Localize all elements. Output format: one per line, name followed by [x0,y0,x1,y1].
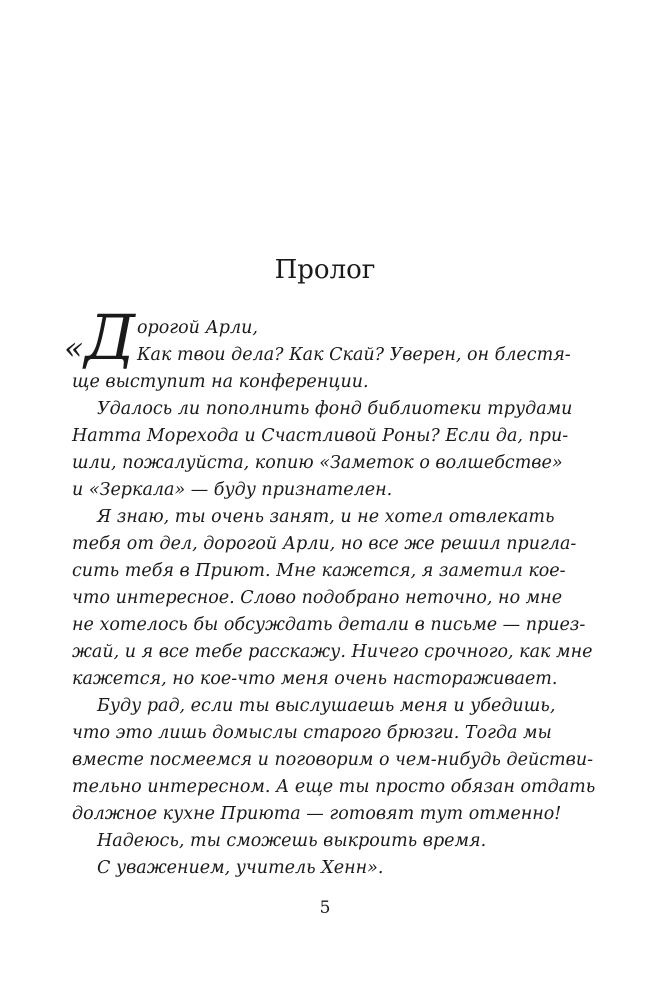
text-line: что интересное. Слово подобрано неточно, но мне [72,588,563,608]
drop-cap [64,302,135,374]
text-line: Я знаю, ты очень занят, и не хотел отвлекать [97,507,555,527]
text-line: кажется, но кое-что меня очень настораживает. [72,669,558,689]
text-line: С уважением, учитель Хенн». [97,858,384,878]
text-line: что это лишь домыслы старого брюзги. Тогда мы [72,723,552,743]
text-line: жай, и я все тебе расскажу. Ничего срочного, как мне [72,642,593,662]
text-line: сить тебя в Приют. Мне кажется, я заметил кое- [72,561,566,581]
text-line: тебя от дел, дорогой Арли, но все же решил пригла- [72,534,577,554]
text-line: Натта Морехода и Счастливой Роны? Если да, при- [72,426,569,446]
text-line: Буду рад, если ты выслушаешь меня и убедишь, [97,696,556,716]
text-line: должное кухне Приюта — готовят тут отменно! [72,804,562,824]
text-line: Надеюсь, ты сможешь выкроить время. [97,831,487,851]
text-line: шли, пожалуйста, копию «Заметок о волшебстве» [72,453,563,473]
text-line: тельно интересном. А еще ты просто обязан отдать [72,777,596,797]
text-line: не хотелось бы обсуждать детали в письме — приез- [72,615,586,635]
text-line: Удалось ли пополнить фонд библиотеки трудами [97,399,573,419]
text-line: ще выступит на конференции. [72,372,369,392]
chapter-title: Пролог [274,255,376,285]
text-line: вместе посмеемся и поговорим о чем-нибудь действи- [72,750,594,770]
drop-cap-letter: Д [84,301,135,374]
page-number: 5 [319,898,331,918]
text-line: орогой Арли, [137,318,258,338]
drop-cap-quote: « [64,329,84,367]
text-line: Как твои дела? Как Скай? Уверен, он блестя- [137,345,571,365]
text-line: и «Зеркала» — буду признателен. [72,480,393,500]
